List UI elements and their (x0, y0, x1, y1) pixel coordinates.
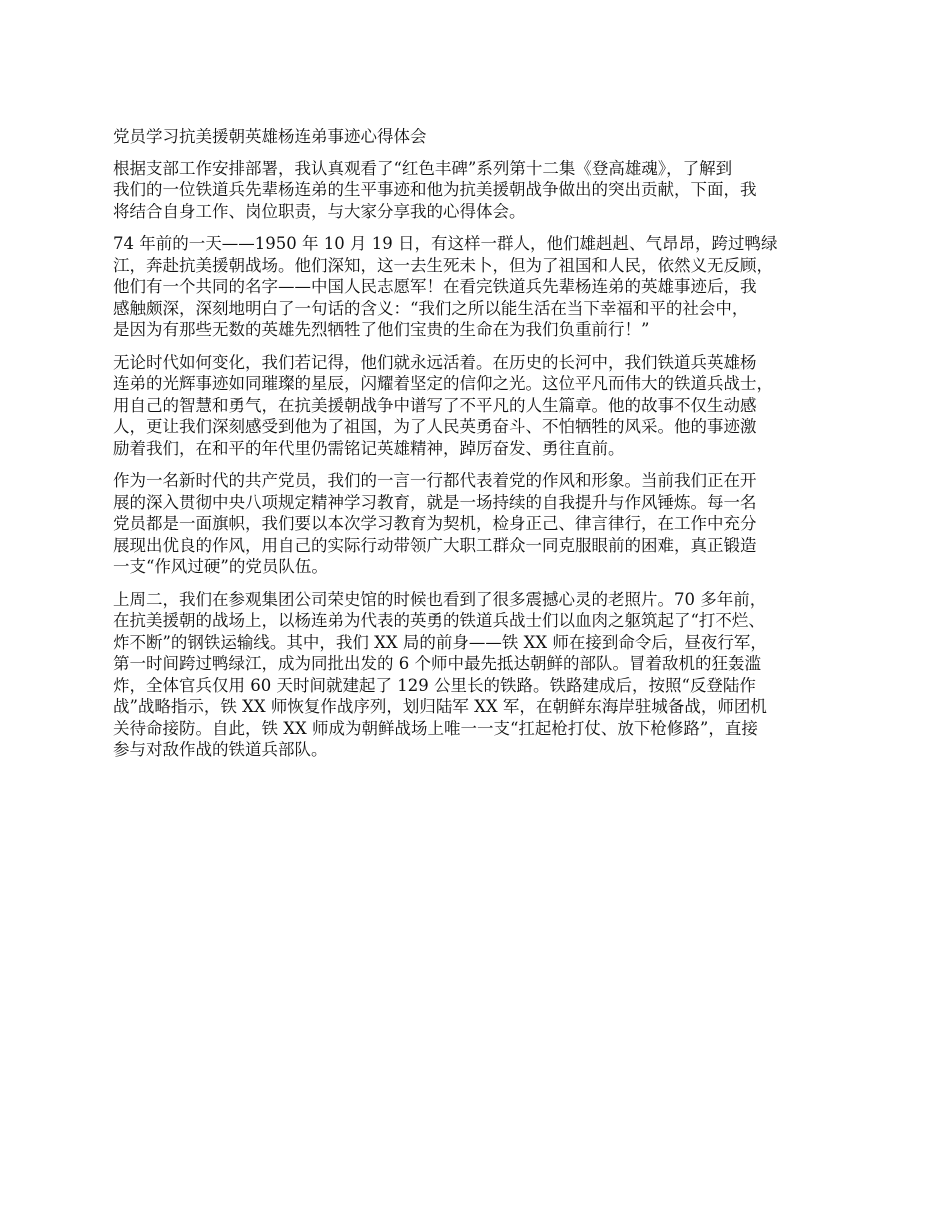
paragraph-line: 感触颇深，深刻地明白了一句话的含义：“我们之所以能生活在当下幸福和平的社会中， (113, 298, 749, 318)
paragraph-line: 参与对敌作战的铁道兵部队。 (113, 740, 328, 759)
paragraph-3 (113, 352, 855, 460)
paragraph-line: 第一时间跨过鸭绿江，成为同批出发的 6 个师中最先抵达朝鲜的部队。冒着敌机的狂轰滥 (113, 654, 761, 673)
paragraph-line: 江，奔赴抗美援朝战场。他们深知，这一去生死未卜，但为了祖国和人民，依然义无反顾， (113, 255, 773, 275)
paragraph-line: 将结合自身工作、岗位职责，与大家分享我的心得体会。 (113, 201, 526, 221)
paragraph-line: 炸不断”的钢铁运输线。其中，我们 XX 局的前身——铁 XX 师在接到命令后，昼夜行军， (113, 632, 767, 652)
paragraph-4 (113, 470, 855, 578)
paragraph-line: 无论时代如何变化，我们若记得，他们就永远活着。在历史的长河中，我们铁道兵英雄杨 (113, 352, 757, 372)
paragraph-2 (113, 233, 855, 341)
paragraph-line: 励着我们，在和平的年代里仍需铭记英雄精神，踔厉奋发、勇往直前。 (113, 438, 625, 458)
paragraph-line: 战”战略指示，铁 XX 师恢复作战序列，划归陆军 XX 军，在朝鲜东海岸驻城备战，师团机 (113, 697, 767, 716)
paragraph-line: 上周二，我们在参观集团公司荣史馆的时候也看到了很多震撼心灵的老照片。70 多年前， (113, 589, 767, 609)
document-title: 党员学习抗美援朝英雄杨连弟事迹心得体会 (113, 127, 427, 146)
paragraph-line: 作为一名新时代的共产党员，我们的一言一行都代表着党的作风和形象。当前我们正在开 (113, 471, 757, 490)
paragraph-line: 一支“作风过硬”的党员队伍。 (113, 557, 328, 576)
paragraph-line: 用自己的智慧和勇气，在抗美援朝战争中谱写了不平凡的人生篇章。他的故事不仅生动感 (113, 395, 757, 415)
paragraph-line: 人，更让我们深刻感受到他为了祖国，为了人民英勇奋斗、不怕牺牲的风采。他的事迹激 (113, 417, 757, 436)
paragraph-1 (113, 158, 855, 223)
paragraph-line: 关待命接防。自此，铁 XX 师成为朝鲜战场上唯一一支“扛起枪打仗、放下枪修路”，直接 (113, 718, 758, 738)
document-page (113, 126, 855, 772)
paragraph-line: 展现出优良的作风，用自己的实际行动带领广大职工群众一同克服眼前的困难，真正锻造 (113, 535, 757, 555)
paragraph-line: 根据支部工作安排部署，我认真观看了“红色丰碑”系列第十二集《登高雄魂》，了解到 (113, 158, 733, 178)
paragraph-line: 他们有一个共同的名字——中国人民志愿军！在看完铁道兵先辈杨连弟的英雄事迹后，我 (113, 277, 757, 296)
paragraph-line: 74 年前的一天——1950 年 10 月 19 日，有这样一群人，他们雄赳赳、气昂昂，跨过鸭绿 (113, 234, 778, 253)
paragraph-line: 党员都是一面旗帜，我们要以本次学习教育为契机，检身正己、律言律行，在工作中充分 (113, 514, 757, 533)
paragraph-line: 在抗美援朝的战场上，以杨连弟为代表的英勇的铁道兵战士们以血肉之躯筑起了“打不烂、 (113, 611, 765, 630)
paragraph-line: 连弟的光辉事迹如同璀璨的星辰，闪耀着坚定的信仰之光。这位平凡而伟大的铁道兵战士， (113, 374, 773, 393)
paragraph-5 (113, 589, 855, 761)
paragraph-line: 我们的一位铁道兵先辈杨连弟的生平事迹和他为抗美援朝战争做出的突出贡献，下面，我 (113, 180, 757, 199)
paragraph-line: 炸，全体官兵仅用 60 天时间就建起了 129 公里长的铁路。铁路建成后，按照“反登陆作 (113, 675, 756, 695)
paragraph-line: 是因为有那些无数的英雄先烈牺牲了他们宝贵的生命在为我们负重前行！” (113, 320, 650, 339)
paragraph-line: 展的深入贯彻中央八项规定精神学习教育，就是一场持续的自我提升与作风锤炼。每一名 (113, 492, 757, 512)
